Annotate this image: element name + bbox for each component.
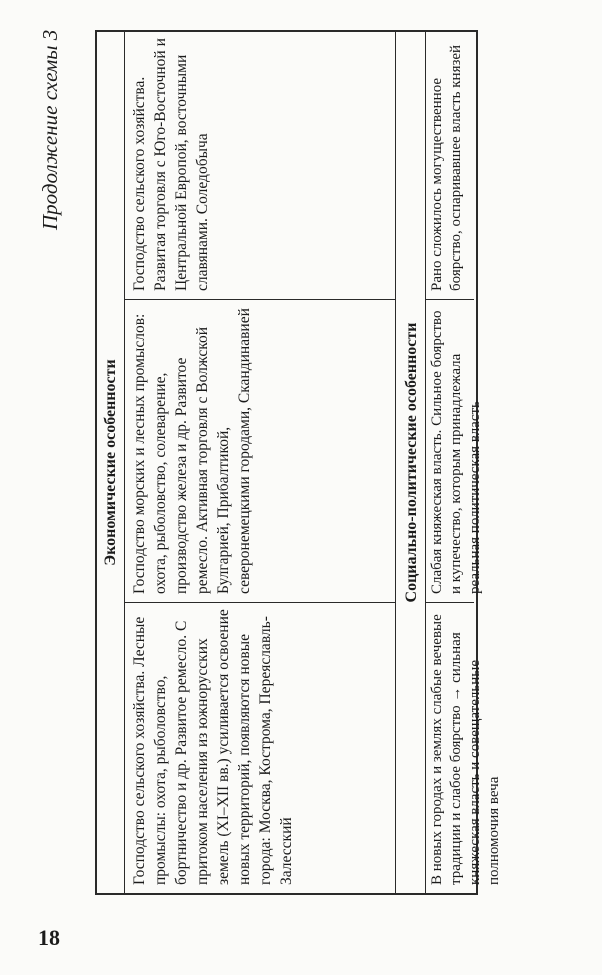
social-cell-2: Слабая княжеская власть. Сильное боярство и купечество, которым принадлежала реальная политическая власть [426,299,474,602]
social-political-features-header: Социально-политические особенности [395,32,426,893]
social-political-row [426,32,502,893]
social-political-section [395,32,502,893]
economic-row [125,32,395,893]
scheme-continuation-caption: Продолжение схемы 3 [38,29,62,230]
page-number: 18 [38,925,60,950]
economic-cell-2: Господство морских и лесных промыслов: охота, рыболовство, солеварение, производство железа и др. Развитое ремесло. Активная торговля с Волжской Булгарией, Прибалтикой, северонемецкими городами, Скандинавией [125,299,395,602]
economic-cell-1: Господство сельского хозяйства. Лесные промыслы: охота, рыболовство, бортничество и др. Развитое ремесло. С притоком населения из южнорусских земель (XI–XII вв.) усиливается освоение новых территорий, появляются новые города: Москва, Кострома, Переяславль-Залесский [125,602,395,893]
social-cell-3: Рано сложилось могущественное боярство, оспаривавшее власть князей [429,44,464,291]
comparison-table [95,30,502,895]
economic-features-header: Экономические особенности [97,32,125,893]
social-cell-1: В новых городах и землях слабые вечевые традиции и слабое боярство → сильная княжеская власть и совещательные полномочия веча [426,602,474,893]
economic-cell-3: Господство сельского хозяйства. Развитая торговля с Юго-Восточной и Центральной Европой, восточными славянами. Соледобыча [131,38,211,291]
